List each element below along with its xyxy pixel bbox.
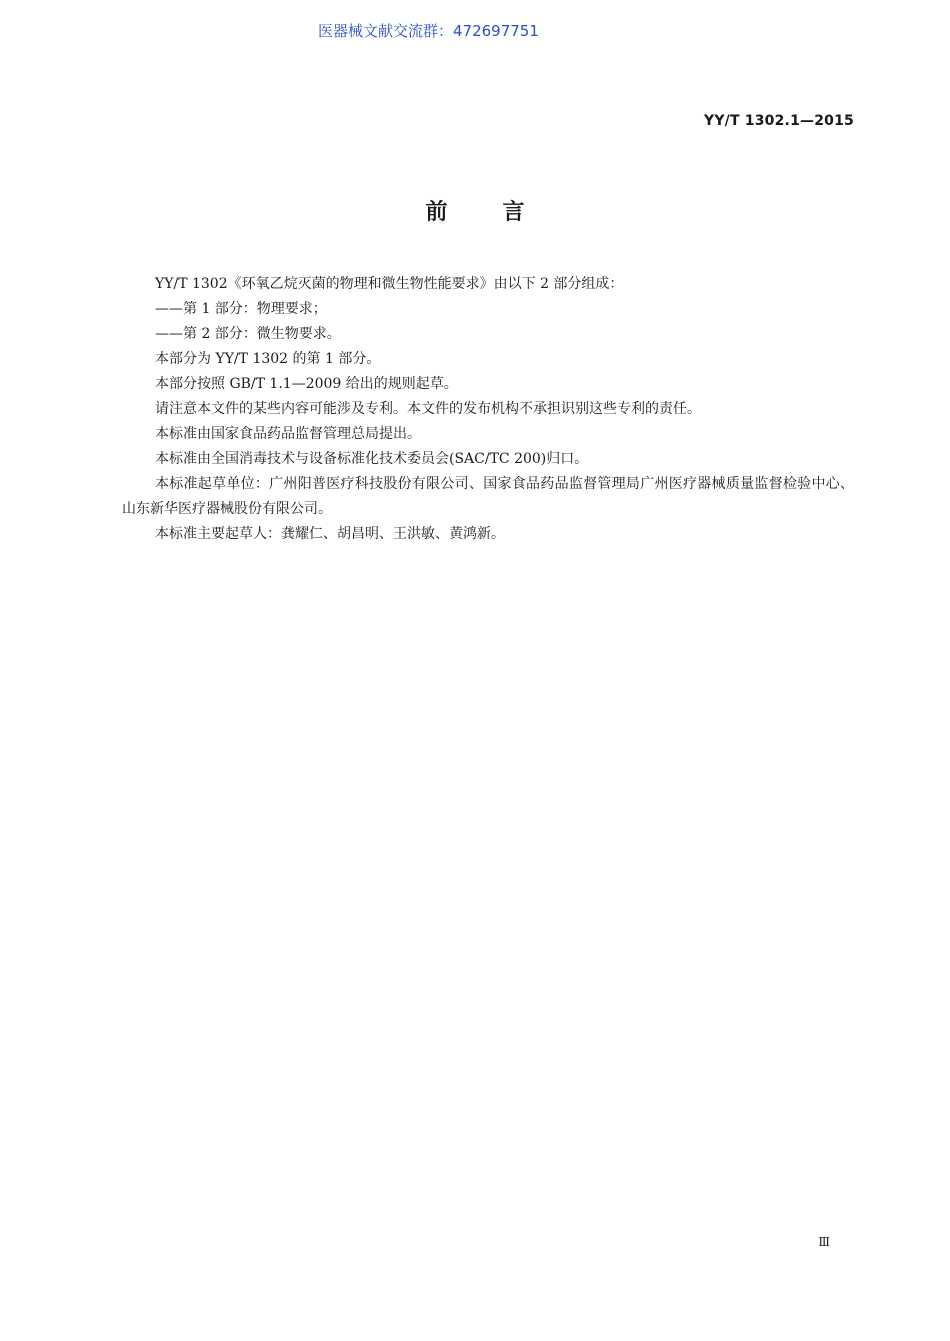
paragraph-administered-by: 本标准由全国消毒技术与设备标准化技术委员会(SAC/TC 200)归口。 (155, 451, 589, 467)
standard-number: YY/T 1302.1—2015 (703, 113, 854, 129)
paragraph-drafting-units: 本标准起草单位：广州阳普医疗科技股份有限公司、国家食品药品监督管理局广州医疗器械质量监督检验中心、山东新华医疗器械股份有限公司。 (122, 476, 854, 517)
paragraph-proposed-by: 本标准由国家食品药品监督管理总局提出。 (155, 426, 421, 442)
page-title: 前言 (425, 200, 580, 225)
watermark-text: 医器械文献交流群：472697751 (318, 22, 539, 40)
paragraph-this-part: 本部分为 YY/T 1302 的第 1 部分。 (155, 351, 381, 367)
paragraph-part-2: ——第 2 部分：微生物要求。 (155, 326, 341, 342)
paragraph-part-1: ——第 1 部分：物理要求； (155, 301, 327, 317)
paragraph-patent-notice: 请注意本文件的某些内容可能涉及专利。本文件的发布机构不承担识别这些专利的责任。 (155, 401, 701, 417)
foreword-body (122, 272, 854, 547)
paragraph-drafting-rules: 本部分按照 GB/T 1.1—2009 给出的规则起草。 (155, 376, 458, 392)
paragraph-parts-intro: YY/T 1302《环氧乙烷灭菌的物理和微生物性能要求》由以下 2 部分组成： (155, 276, 624, 292)
page-number: Ⅲ (818, 1235, 830, 1249)
paragraph-drafters: 本标准主要起草人：龚耀仁、胡昌明、王洪敏、黄鸿新。 (155, 526, 505, 542)
